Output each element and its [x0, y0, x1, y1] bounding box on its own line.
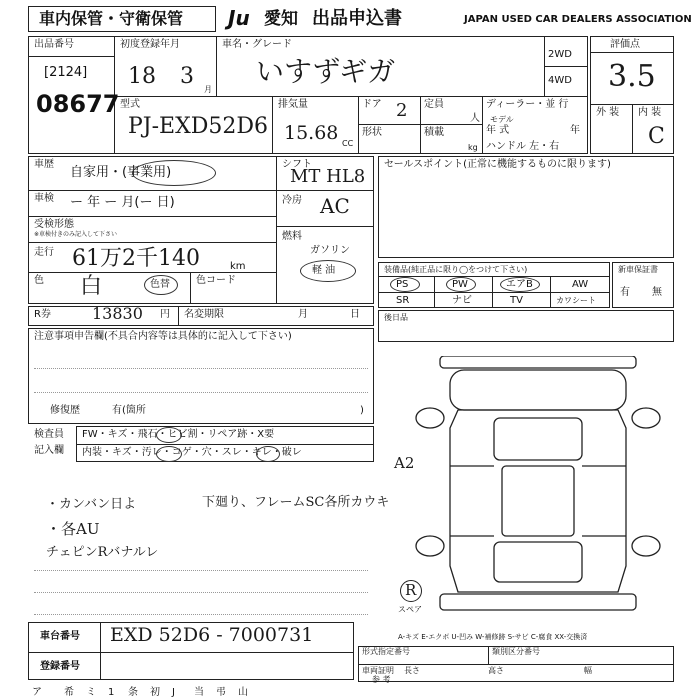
- scuff-circle: [256, 446, 280, 462]
- equip-leather: カワシート: [556, 296, 596, 305]
- drive-4wd: 4WD: [548, 75, 572, 86]
- fuel-label: 燃料: [282, 231, 302, 242]
- warranty-no: 無: [652, 287, 662, 298]
- capacity-label: 定員: [424, 99, 444, 110]
- registration-label: 初度登録年月: [120, 39, 180, 50]
- handle-label: ハンドル 左・右: [486, 141, 560, 152]
- accepted-label: 受検形態: [34, 219, 74, 230]
- sales-point-box: [378, 156, 674, 258]
- fuel-diesel: 軽 油: [312, 265, 336, 276]
- history-value: 自家用・(事業用): [70, 165, 172, 180]
- front-right-mirror: [632, 408, 660, 428]
- association-name: JAPAN USED CAR DEALERS ASSOCIATION: [464, 14, 692, 25]
- doors-value: 2: [396, 100, 408, 121]
- mileage-value: 61万2千140: [72, 246, 200, 271]
- handwritten-note-4: 下廻り、フレームSC各所カウキ: [202, 495, 390, 510]
- later-items-box: [378, 310, 674, 342]
- form-title: 出品申込書: [312, 8, 402, 29]
- footer-tabs: [28, 688, 368, 700]
- interior-value: C: [648, 124, 665, 149]
- sales-point-label: セールスポイント(正常に機能するものに限ります): [384, 159, 611, 170]
- handwritten-note-2: ・各AU: [46, 520, 100, 538]
- exterior-label: 外 装: [596, 107, 620, 118]
- warranty-label: 新車保証書: [618, 265, 658, 274]
- inspector-row-2: 内装・キズ・汚レ・コゲ・穴・スレ・キレ・破レ: [82, 447, 302, 458]
- damage-legend: A-キズ E-エクボ U-凹み W-補修跡 S-サビ C-腐食 XX-交換済: [398, 633, 588, 641]
- interior-label: 内 装: [638, 107, 662, 118]
- model-name-value: いすずギガ: [256, 55, 396, 88]
- height-label: 高さ: [488, 666, 504, 675]
- grade-value: 3.5: [608, 59, 656, 94]
- handwritten-note-1: ・カンバン日よ: [46, 497, 137, 512]
- equip-pw-circle: [446, 277, 476, 292]
- color-value: 白: [80, 274, 103, 299]
- inspector-label-2: 記入欄: [34, 445, 64, 456]
- footer-tab: J: [172, 687, 175, 698]
- model-name-label: 車名・グレード: [222, 39, 292, 50]
- equip-navi: ナビ: [452, 295, 472, 306]
- repair-label: 修復歴: [50, 405, 80, 416]
- history-label: 車歴: [34, 159, 54, 170]
- equipment-label: 装備品(純正品に限り◯をつけて下さい): [384, 265, 528, 274]
- rear-window: [494, 542, 582, 582]
- color-change-label: 色替: [150, 279, 170, 290]
- inspection-label: 車検: [34, 193, 54, 204]
- footer-tab: 初: [150, 687, 160, 698]
- displacement-unit: CC: [342, 139, 354, 148]
- load-label: 積載: [424, 127, 444, 138]
- lot-number: 08677: [36, 90, 120, 118]
- shift-label: シフト: [282, 159, 312, 170]
- ac-label: 冷房: [282, 195, 302, 206]
- color-label: 色: [34, 275, 44, 286]
- type-number-label: 形式指定番号: [362, 647, 410, 656]
- lot-label: 出品番号: [34, 39, 74, 50]
- footer-tab: 弔: [216, 687, 226, 698]
- name-change-label: 名変期限: [184, 309, 224, 320]
- handwritten-note-3: チェピンRバナルレ: [46, 545, 159, 560]
- lot-sub: [2124]: [44, 65, 88, 80]
- windshield: [494, 418, 582, 460]
- model-code-label: 型式: [120, 99, 140, 110]
- storage-tag: [28, 6, 216, 32]
- load-unit: kg: [468, 143, 478, 152]
- name-change-month: 月: [298, 309, 308, 320]
- stain-circle: [156, 446, 182, 462]
- length-label: 長さ: [404, 666, 420, 675]
- notes-label: 注意事項申告欄(不具合内容等は具体的に記入して下さい): [34, 331, 292, 342]
- fuel-gasoline: ガソリン: [310, 245, 350, 256]
- grade-label: 評価点: [610, 39, 640, 50]
- dealer-label: ディーラー・並 行: [486, 99, 569, 110]
- recycle-label: R券: [34, 309, 51, 320]
- reg-number-label: 登録番号: [40, 661, 80, 672]
- dealer-model-label: モデル: [490, 115, 514, 124]
- rear-left-wheel: [416, 536, 444, 556]
- spare-label: スペア: [398, 605, 422, 614]
- class-number-label: 類別区分番号: [492, 647, 540, 656]
- chassis-label: 車台番号: [40, 631, 80, 642]
- equip-pw: PW: [452, 279, 468, 290]
- footer-tab: ミ: [86, 687, 96, 698]
- color-code-label: 色コード: [196, 275, 236, 286]
- ju-logo: Ju: [228, 6, 250, 30]
- registration-year: 18: [128, 64, 156, 89]
- shift-value: MT HL8: [290, 166, 366, 187]
- mileage-unit: km: [230, 261, 246, 272]
- equip-airbag: エアB: [506, 279, 533, 290]
- rear-bumper: [440, 594, 636, 610]
- capacity-unit: 人: [470, 113, 480, 124]
- stone-chip-circle: [156, 427, 182, 443]
- recycle-value: 13830: [92, 304, 143, 323]
- equip-tv: TV: [510, 295, 523, 306]
- equip-aw: AW: [572, 279, 589, 290]
- org-name: 愛知: [264, 9, 298, 29]
- repair-value: 有(箇所: [112, 405, 146, 416]
- fuel-circle: [300, 260, 356, 282]
- inspector-row-1: FW・キズ・飛石・ヒビ割・リペア跡・X要: [82, 429, 275, 440]
- reference-label: 参 考: [372, 675, 391, 684]
- recycle-unit: 円: [160, 309, 170, 320]
- drive-2wd: 2WD: [548, 49, 572, 60]
- front-left-mirror: [416, 408, 444, 428]
- inspector-label-1: 検査員: [34, 429, 64, 440]
- front-panel: [450, 370, 626, 410]
- footer-tab: 条: [128, 687, 138, 698]
- rear-right-wheel: [632, 536, 660, 556]
- doors-label: ドア: [362, 99, 382, 110]
- mileage-label: 走行: [34, 247, 54, 258]
- inspection-value: ー 年 ー 月(ー 日): [70, 195, 175, 210]
- footer-tab: 当: [194, 687, 204, 698]
- footer-tab: 山: [238, 687, 248, 698]
- body-outline: [450, 410, 626, 592]
- displacement-label: 排気量: [278, 99, 308, 110]
- displacement-value: 15.68: [284, 122, 339, 144]
- later-items-label: 後日品: [384, 313, 408, 322]
- registration-month-unit: 月: [204, 85, 212, 94]
- repair-close: ): [360, 405, 364, 416]
- dealer-year-label: 年 式: [486, 125, 510, 136]
- equip-ps-circle: [390, 277, 420, 292]
- name-change-day: 日: [350, 309, 360, 320]
- front-bumper: [440, 356, 636, 368]
- spare-mark: R: [405, 581, 417, 599]
- equip-sr: SR: [396, 295, 410, 306]
- accepted-note: ※車検付きのみ記入して下さい: [34, 231, 118, 238]
- footer-tab: ア: [32, 687, 42, 698]
- footer-tab: 1: [108, 687, 115, 698]
- footer-tab: 希: [64, 687, 74, 698]
- width-label: 幅: [584, 666, 592, 675]
- dealer-year-unit: 年: [570, 125, 580, 136]
- roof: [502, 466, 574, 536]
- diagram-mark: A2: [394, 454, 415, 472]
- warranty-yes: 有: [620, 287, 630, 298]
- ac-value: AC: [320, 194, 350, 218]
- color-change-circle: [144, 275, 178, 295]
- model-code-value: PJ-EXD52D6: [128, 114, 269, 139]
- storage-tag-text: 車内保管・守衛保管: [39, 9, 184, 28]
- car-diagram: [410, 356, 666, 616]
- chassis-value: EXD 52D6 - 7000731: [110, 624, 314, 646]
- equip-ps: PS: [396, 279, 409, 290]
- registration-month: 3: [180, 64, 194, 89]
- equip-airbag-circle: [500, 277, 540, 292]
- shape-label: 形状: [362, 127, 382, 138]
- form-header: [228, 6, 692, 34]
- history-circle: [132, 160, 216, 186]
- vehicle-cert-label: 車両証明: [362, 666, 394, 675]
